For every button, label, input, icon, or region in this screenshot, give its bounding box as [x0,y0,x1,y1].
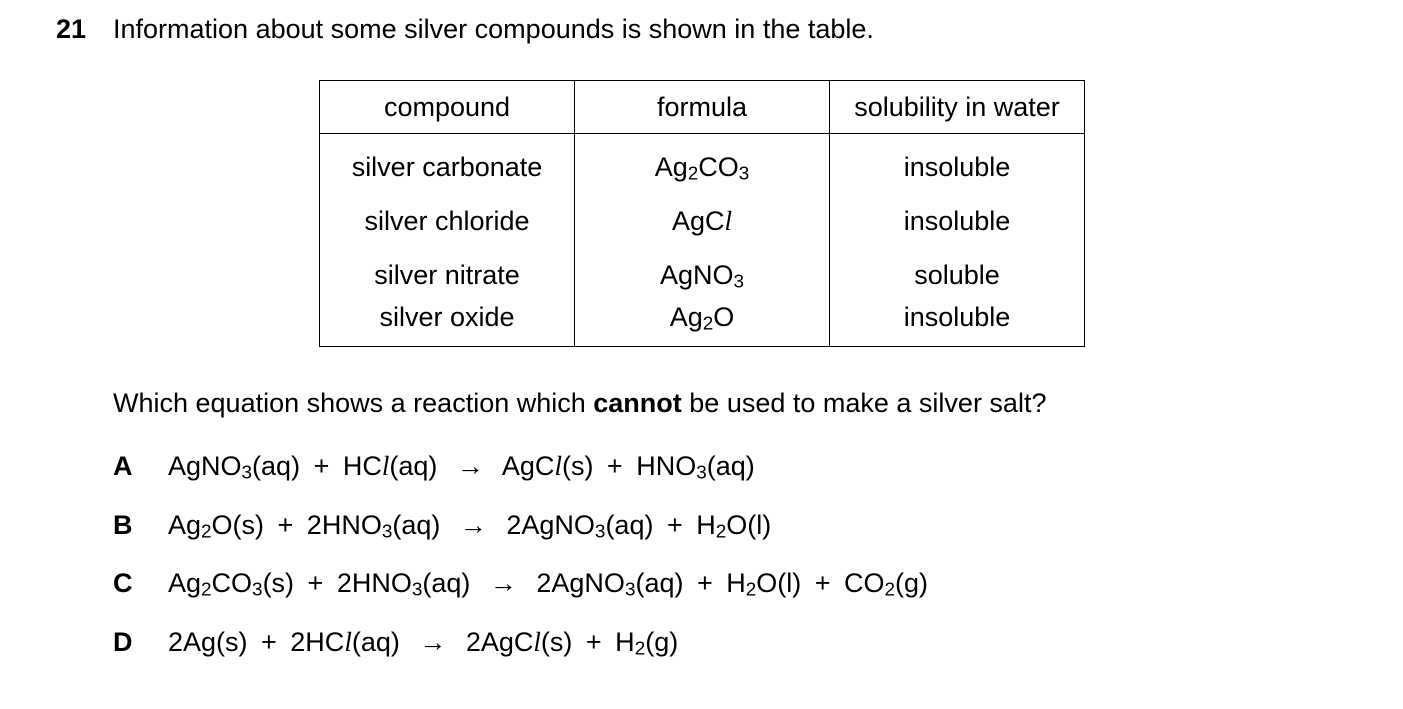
table-row [320,248,1085,302]
solubility-cell: insoluble [830,194,1085,248]
option-a[interactable] [113,451,755,482]
header-solubility: solubility in water [830,81,1085,134]
formula-cell: $Ag_2CO_3$ [575,134,830,195]
option-equation: $Ag_2O(s) + 2HNO_3(aq)$ → 2AgNO$_3$(aq) + $H_2O(l)$ [168,510,772,543]
compound-cell: silver chloride [320,194,575,248]
solubility-cell: soluble [830,248,1085,302]
option-equation: AgNO$_3$(aq) + HCl(aq) → AgCl(s) + $HNO_3(aq)$ [168,451,755,484]
option-letter: C [113,568,133,598]
header-formula: formula [575,81,830,134]
formula-cell: $Ag_2O$ [575,302,830,347]
compound-cell: silver carbonate [320,134,575,195]
formula-cell: AgCl [575,194,830,248]
option-letter: B [113,510,133,540]
option-letter: A [113,451,133,481]
question-stem: Information about some silver compounds is shown in the table. [113,14,874,44]
option-equation: $Ag_2CO_3(s) + 2HNO_3(aq)$ → 2AgNO$_3$(aq) + $H_2O(l) + CO_2(g)$ [168,568,929,601]
question-prompt [113,388,1046,419]
option-b[interactable] [113,510,771,541]
prompt-emphasis: cannot [593,388,682,418]
solubility-cell: insoluble [830,302,1085,347]
table-header-row [320,81,1085,134]
option-letter: D [113,627,133,657]
compound-cell: silver nitrate [320,248,575,302]
header-compound: compound [320,81,575,134]
prompt-text-start: Which equation shows a reaction which [113,388,594,418]
solubility-cell: insoluble [830,134,1085,195]
table-row [320,134,1085,195]
formula-cell: AgNO$_3$ [575,248,830,302]
question-number: 21 [56,14,87,44]
compound-cell: silver oxide [320,302,575,347]
table-row [320,194,1085,248]
prompt-text-end: be used to make a silver salt? [681,388,1047,418]
table-row [320,302,1085,347]
option-d[interactable] [113,627,678,658]
option-c[interactable] [113,568,928,599]
option-equation: 2Ag(s) + 2HCl(aq) → 2AgCl(s) + $H_2(g)$ [168,627,679,660]
compounds-table [319,80,1085,347]
